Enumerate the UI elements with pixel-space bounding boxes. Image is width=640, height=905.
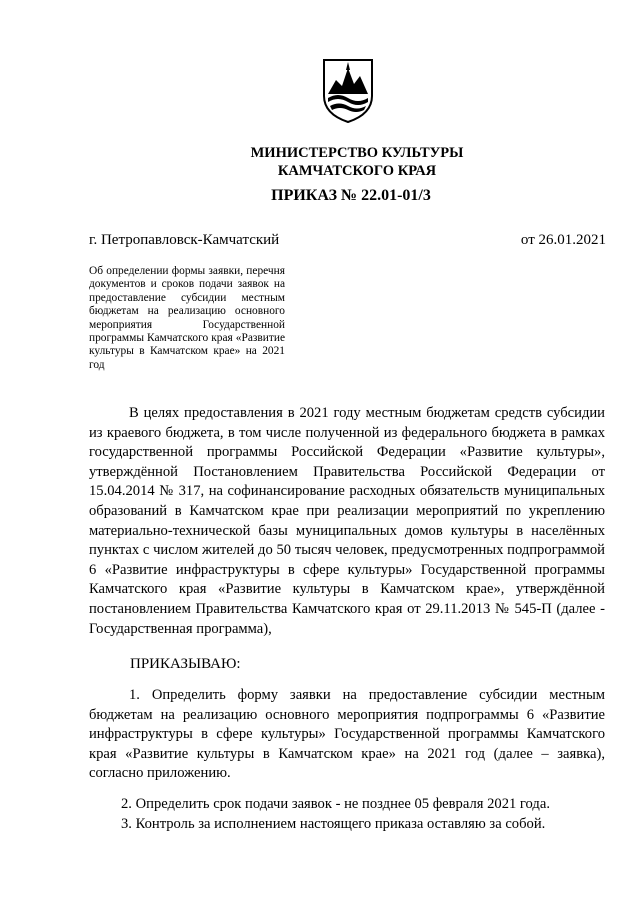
order-title: ПРИКАЗ № 22.01-01/3 bbox=[271, 187, 431, 204]
ministry-line-2: КАМЧАТСКОГО КРАЯ bbox=[277, 163, 437, 179]
city-label: г. Петропавловск-Камчатский bbox=[89, 232, 280, 248]
kamchatka-coat-of-arms-icon bbox=[322, 58, 374, 124]
order-item-2: 2. Определить срок подачи заявок - не позднее 05 февраля 2021 года. bbox=[121, 796, 550, 812]
preamble-paragraph: В целях предоставления в 2021 году местным бюджетам средств субсидии из краевого бюджета, в том числе полученной из федерального бюджета в рамках государственной программы Российской Федерации «Развитие культуры», утверждённой Постановлением Правительства Российской Федерации от 15.04.2014 № 317, на софинансирование расходных обязательств муниципальных образований в Камчатском крае при реализации мероприятий по укреплению материально-технической базы муниципальных домов культуры в населённых пунктах с числом жителей до 50 тысяч человек, предусмотренных подпрограммой 6 «Развитие инфраструктуры в сфере культуры» Государственной программы Камчатского края «Развитие культуры в Камчатском крае», утверждённой постановлением Правительства Камчатского края от 29.11.2013 № 545-П (далее - Государственная программа), bbox=[89, 405, 605, 637]
ministry-name bbox=[0, 144, 640, 180]
order-item-3: 3. Контроль за исполнением настоящего приказа оставляю за собой. bbox=[121, 816, 546, 832]
order-date: от 26.01.2021 bbox=[520, 232, 606, 248]
ministry-line-1: МИНИСТЕРСТВО КУЛЬТУРЫ bbox=[250, 145, 464, 161]
order-item-1: 1. Определить форму заявки на предоставление субсидии местным бюджетам на реализацию основного мероприятия подпрограммы 6 «Развитие инфраструктуры в сфере культуры» Государственной программы Камчатского края «Развитие культуры в Камчатском крае» на 2021 год (далее – заявка), согласно приложению. bbox=[89, 687, 605, 782]
order-subject: Об определении формы заявки, перечня документов и сроков подачи заявок на предоставление субсидии местным бюджетам на реализацию основного мероприятия Государственной программы Камчатского края «Развитие культуры в Камчатском крае» на 2021 год bbox=[89, 265, 285, 371]
decree-word: ПРИКАЗЫВАЮ: bbox=[130, 656, 241, 672]
